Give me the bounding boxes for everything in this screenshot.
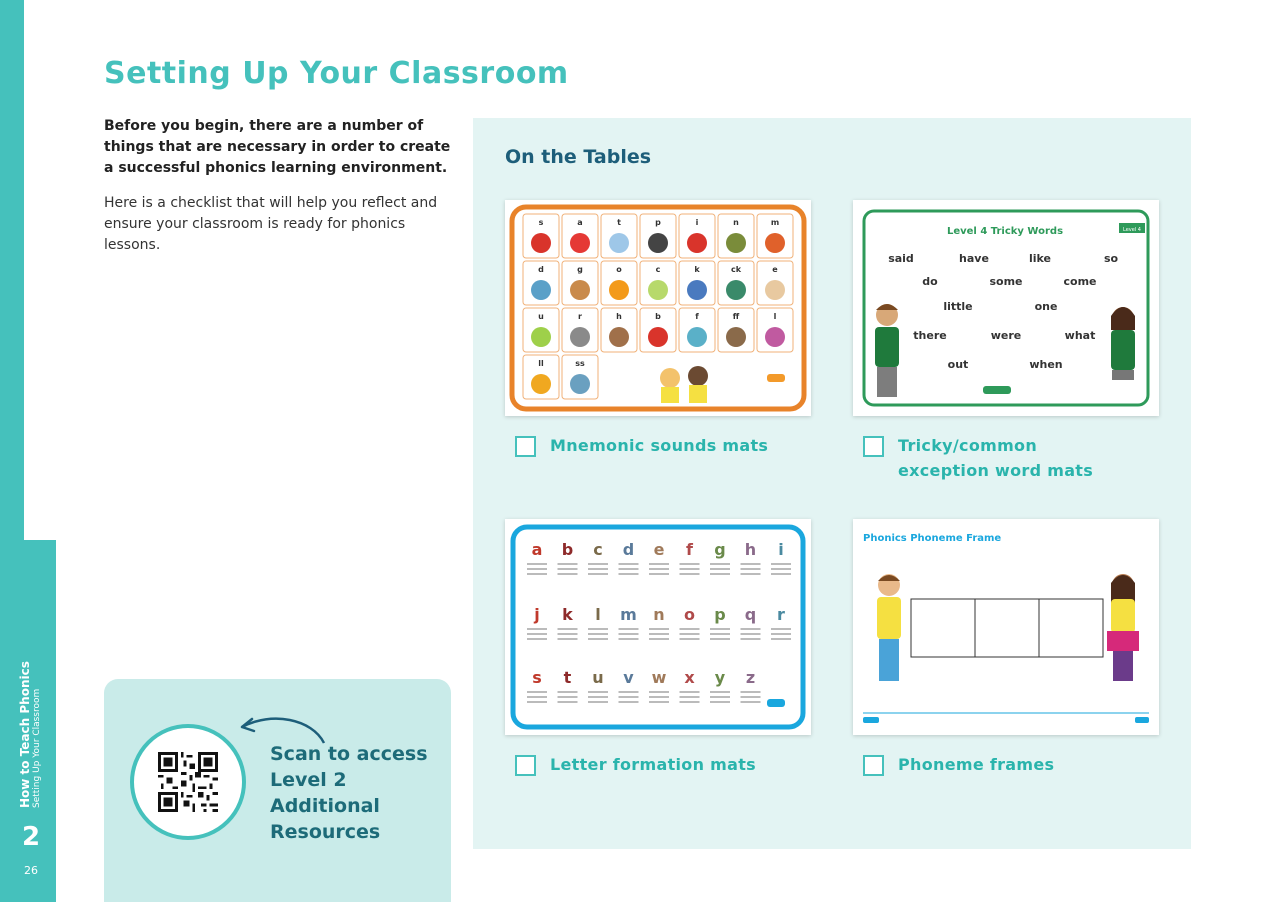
- checklist-item-letter-formation[interactable]: [515, 752, 756, 777]
- letter-picture: [765, 233, 785, 253]
- formation-letter: y: [714, 668, 726, 687]
- mnemonic-sounds-mat-graphic: [505, 200, 811, 416]
- instruction-line: [710, 701, 730, 703]
- instruction-line: [680, 696, 700, 698]
- letter-picture: [765, 280, 785, 300]
- instruction-line: [619, 633, 639, 635]
- instruction-line: [649, 568, 669, 570]
- phoneme-frame-title: Phonics Phoneme Frame: [863, 533, 1002, 544]
- instruction-line: [649, 691, 669, 693]
- letter-picture: [726, 280, 746, 300]
- instruction-line: [588, 691, 608, 693]
- instruction-line: [710, 573, 730, 575]
- checkbox[interactable]: [863, 436, 884, 457]
- instruction-line: [680, 691, 700, 693]
- letter-label: ff: [732, 312, 740, 321]
- instruction-line: [558, 701, 578, 703]
- instruction-line: [558, 696, 578, 698]
- letter-picture: [726, 327, 746, 347]
- tricky-word: what: [1064, 329, 1096, 342]
- letter-picture: [687, 233, 707, 253]
- instruction-line: [771, 638, 791, 640]
- letter-picture: [531, 233, 551, 253]
- instruction-line: [771, 563, 791, 565]
- letter-label: i: [695, 218, 699, 227]
- tricky-mat-title: Level 4 Tricky Words: [946, 226, 1064, 237]
- instruction-line: [619, 696, 639, 698]
- checkbox[interactable]: [515, 436, 536, 457]
- letter-label: ss: [575, 359, 585, 368]
- instruction-line: [588, 568, 608, 570]
- instruction-line: [680, 633, 700, 635]
- formation-letter: l: [595, 605, 601, 624]
- instruction-line: [558, 638, 578, 640]
- tricky-words-mat-image: [853, 200, 1159, 416]
- letter-label: s: [538, 218, 544, 227]
- tricky-word: come: [1063, 275, 1097, 288]
- tricky-word: there: [913, 329, 947, 342]
- letter-label: k: [694, 265, 700, 274]
- instruction-line: [680, 573, 700, 575]
- formation-letter: g: [714, 540, 726, 559]
- instruction-line: [558, 633, 578, 635]
- instruction-line: [680, 701, 700, 703]
- formation-letter: r: [777, 605, 785, 624]
- tricky-word: do: [922, 275, 938, 288]
- checkbox[interactable]: [863, 755, 884, 776]
- letter-label: d: [538, 265, 544, 274]
- instruction-line: [588, 696, 608, 698]
- letter-label: r: [578, 312, 582, 321]
- panel-heading: On the Tables: [505, 146, 652, 168]
- instruction-line: [741, 701, 761, 703]
- instruction-line: [619, 568, 639, 570]
- letter-label: f: [695, 312, 699, 321]
- chapter-title: How to Teach Phonics: [18, 661, 32, 808]
- instruction-line: [527, 573, 547, 575]
- instruction-line: [588, 573, 608, 575]
- letter-picture: [609, 280, 629, 300]
- instruction-line: [588, 633, 608, 635]
- instruction-line: [527, 563, 547, 565]
- letter-label: ck: [730, 265, 742, 274]
- instruction-line: [649, 563, 669, 565]
- letter-label: a: [577, 218, 583, 227]
- formation-letter: z: [745, 668, 756, 687]
- tricky-word: out: [947, 358, 969, 371]
- tricky-words-mat-graphic: [853, 200, 1159, 416]
- tricky-mat-badge: Level 4: [1123, 227, 1141, 233]
- instruction-line: [527, 628, 547, 630]
- instruction-line: [588, 638, 608, 640]
- formation-letter: u: [592, 668, 604, 687]
- instruction-line: [558, 691, 578, 693]
- instruction-line: [649, 628, 669, 630]
- page-title: Setting Up Your Classroom: [104, 56, 569, 91]
- checklist-label: Phoneme frames: [898, 755, 1055, 774]
- instruction-line: [649, 638, 669, 640]
- instruction-line: [558, 628, 578, 630]
- instruction-line: [710, 568, 730, 570]
- letter-label: g: [577, 265, 583, 274]
- instruction-line: [710, 696, 730, 698]
- letter-picture: [648, 233, 668, 253]
- letter-label: t: [617, 218, 621, 227]
- instruction-line: [741, 633, 761, 635]
- formation-letter: s: [532, 668, 542, 687]
- tricky-word: have: [959, 252, 989, 265]
- qr-circle: [130, 724, 246, 840]
- formation-letter: e: [653, 540, 665, 559]
- instruction-line: [741, 696, 761, 698]
- checklist-label: Letter formation mats: [550, 755, 756, 774]
- formation-letter: b: [561, 540, 574, 559]
- letter-picture: [648, 327, 668, 347]
- phoneme-frame-image: [853, 519, 1159, 735]
- chapter-number: 2: [22, 822, 41, 852]
- instruction-line: [527, 691, 547, 693]
- instruction-line: [558, 568, 578, 570]
- letter-picture: [765, 327, 785, 347]
- tricky-word: were: [990, 329, 1022, 342]
- instruction-line: [619, 701, 639, 703]
- letter-label: b: [655, 312, 661, 321]
- letter-picture: [687, 280, 707, 300]
- tricky-word: little: [943, 300, 973, 313]
- letter-picture: [570, 280, 590, 300]
- checklist-item-phoneme-frames[interactable]: [863, 752, 1054, 777]
- letter-label: ll: [538, 359, 544, 368]
- phoneme-frame-graphic: [853, 519, 1159, 735]
- instruction-line: [680, 638, 700, 640]
- formation-letter: d: [622, 540, 635, 559]
- instruction-line: [527, 701, 547, 703]
- letter-formation-mat-image: [505, 519, 811, 735]
- instruction-line: [771, 568, 791, 570]
- instruction-line: [710, 691, 730, 693]
- section-title: Setting Up Your Classroom: [32, 688, 42, 808]
- formation-letter: i: [778, 540, 784, 559]
- mnemonic-sounds-mat-image: [505, 200, 811, 416]
- instruction-line: [558, 573, 578, 575]
- instruction-line: [771, 633, 791, 635]
- checkbox[interactable]: [515, 755, 536, 776]
- letter-picture: [570, 233, 590, 253]
- instruction-line: [527, 638, 547, 640]
- formation-letter: f: [686, 540, 693, 559]
- formation-letter: q: [744, 605, 757, 624]
- instruction-line: [619, 691, 639, 693]
- sidebar-strip: [0, 0, 24, 540]
- instruction-line: [649, 701, 669, 703]
- instruction-line: [619, 628, 639, 630]
- instruction-line: [710, 563, 730, 565]
- letter-picture: [648, 280, 668, 300]
- checklist-label: Tricky/common exception word mats: [898, 436, 1094, 480]
- letter-label: p: [655, 218, 661, 227]
- checklist-item-tricky-words[interactable]: [863, 433, 1128, 483]
- instruction-line: [588, 563, 608, 565]
- letter-picture: [531, 280, 551, 300]
- letter-picture: [609, 233, 629, 253]
- letter-label: u: [538, 312, 544, 321]
- formation-letter: p: [714, 605, 726, 624]
- letter-picture: [531, 374, 551, 394]
- instruction-line: [771, 573, 791, 575]
- formation-letter: k: [562, 605, 573, 624]
- formation-letter: w: [651, 668, 667, 687]
- instruction-line: [527, 696, 547, 698]
- instruction-line: [710, 628, 730, 630]
- formation-letter: x: [684, 668, 695, 687]
- letter-picture: [570, 327, 590, 347]
- letter-picture: [531, 327, 551, 347]
- formation-letter: t: [563, 668, 572, 687]
- formation-letter: n: [653, 605, 665, 624]
- instruction-line: [527, 568, 547, 570]
- instruction-line: [710, 638, 730, 640]
- tricky-word: said: [888, 252, 914, 265]
- page-number: 26: [24, 864, 38, 877]
- tricky-word: so: [1103, 252, 1119, 265]
- instruction-line: [680, 568, 700, 570]
- letter-label: h: [616, 312, 622, 321]
- instruction-line: [741, 573, 761, 575]
- instruction-line: [619, 573, 639, 575]
- intro-paragraph: Here is a checklist that will help you reflect and ensure your classroom is ready for phonics lessons.: [104, 195, 438, 253]
- letter-label: o: [616, 265, 622, 274]
- formation-letter: j: [534, 605, 540, 624]
- instruction-line: [680, 628, 700, 630]
- letter-picture: [609, 327, 629, 347]
- formation-letter: o: [684, 605, 695, 624]
- instruction-line: [527, 633, 547, 635]
- instruction-line: [588, 701, 608, 703]
- intro-bold-paragraph: Before you begin, there are a number of things that are necessary in order to create a successful phonics learning environment.: [104, 118, 451, 176]
- letter-picture: [687, 327, 707, 347]
- chapter-label: [18, 661, 42, 808]
- instruction-line: [619, 563, 639, 565]
- letter-picture: [570, 374, 590, 394]
- formation-letter: c: [593, 540, 603, 559]
- on-the-tables-panel: [473, 118, 1191, 849]
- letter-picture: [726, 233, 746, 253]
- letter-label: e: [772, 265, 778, 274]
- instruction-line: [741, 691, 761, 693]
- tricky-word: when: [1029, 358, 1063, 371]
- letter-formation-mat-graphic: [505, 519, 811, 735]
- instruction-line: [741, 563, 761, 565]
- instruction-line: [649, 573, 669, 575]
- instruction-line: [649, 696, 669, 698]
- qr-caption: Scan to access Level 2 Additional Resources: [270, 743, 428, 843]
- instruction-line: [710, 633, 730, 635]
- tricky-word: one: [1034, 300, 1058, 313]
- letter-label: l: [773, 312, 777, 321]
- formation-letter: a: [531, 540, 543, 559]
- instruction-line: [741, 638, 761, 640]
- instruction-line: [588, 628, 608, 630]
- letter-label: n: [733, 218, 739, 227]
- tricky-word: like: [1028, 252, 1052, 265]
- instruction-line: [619, 638, 639, 640]
- instruction-line: [680, 563, 700, 565]
- letter-label: c: [655, 265, 661, 274]
- qr-card[interactable]: [104, 679, 451, 902]
- checklist-item-mnemonic[interactable]: [515, 433, 768, 458]
- formation-letter: m: [620, 605, 637, 624]
- instruction-line: [649, 633, 669, 635]
- formation-letter: v: [623, 668, 634, 687]
- formation-letter: h: [744, 540, 757, 559]
- instruction-line: [741, 628, 761, 630]
- instruction-line: [771, 628, 791, 630]
- checklist-label: Mnemonic sounds mats: [550, 436, 769, 455]
- tricky-word: some: [989, 275, 1023, 288]
- instruction-line: [558, 563, 578, 565]
- qr-code-icon[interactable]: [158, 752, 218, 812]
- instruction-line: [741, 568, 761, 570]
- letter-label: m: [770, 218, 780, 227]
